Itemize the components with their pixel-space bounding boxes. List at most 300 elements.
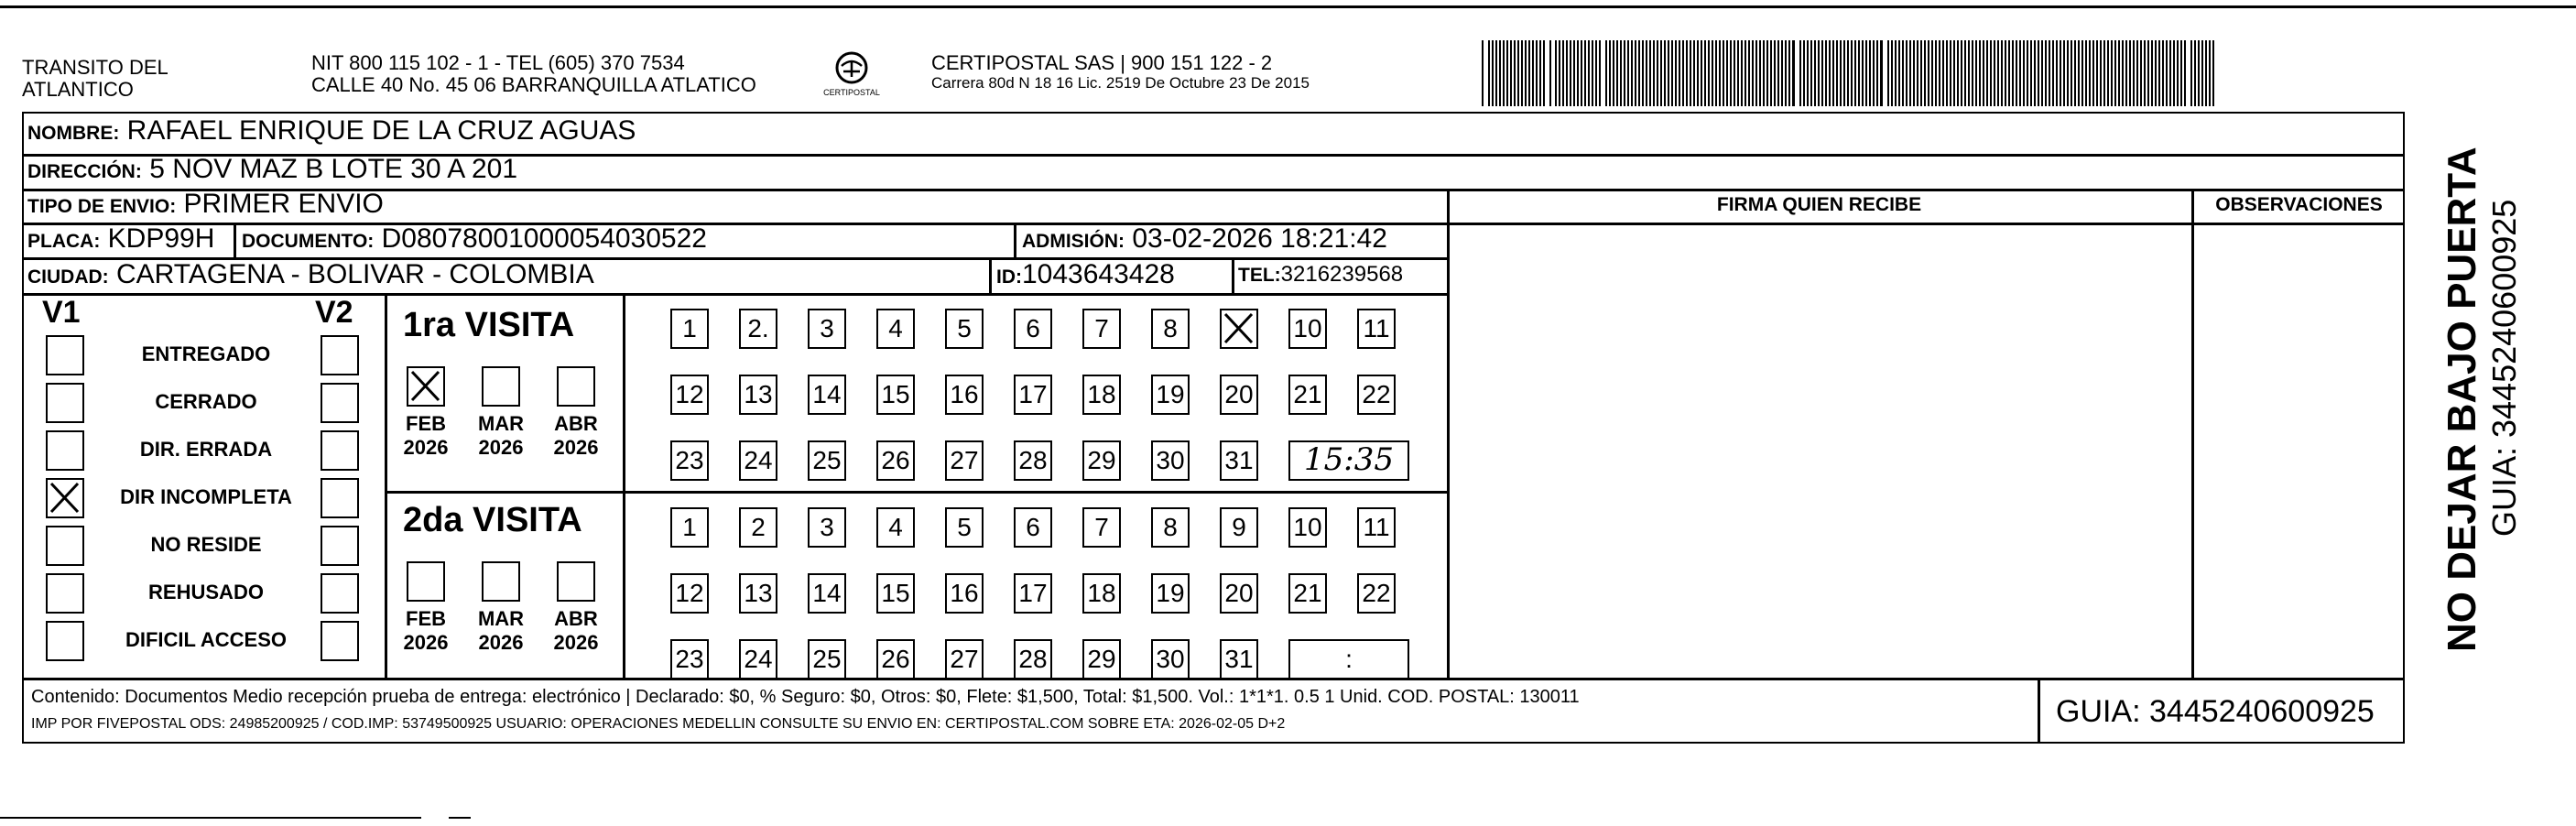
firma-label: FIRMA QUIEN RECIBE <box>1716 194 1922 215</box>
barcode-bar <box>1482 40 1484 106</box>
second-visit-title: 2da VISITA <box>403 501 582 539</box>
day-box: 8 <box>1151 507 1190 548</box>
day-box: 12 <box>670 375 709 415</box>
barcode-bar <box>1986 40 1988 106</box>
month-label: FEB 2026 <box>403 412 449 459</box>
barcode-bar <box>1723 40 1724 106</box>
barcode-bar <box>1939 40 1940 106</box>
barcode-bar <box>1983 40 1984 106</box>
barcode-bar <box>1928 40 1929 106</box>
barcode-bar <box>2085 40 2087 106</box>
barcode-bar <box>1913 40 1915 106</box>
barcode-bar <box>1730 40 1732 106</box>
cut-line <box>0 817 421 819</box>
day-box: 17 <box>1014 573 1052 614</box>
day-box: 31 <box>1220 639 1258 679</box>
barcode-bar <box>1763 40 1765 106</box>
barcode-bar <box>1521 40 1523 106</box>
barcode-bar <box>1840 40 1842 106</box>
barcode-bar <box>1488 40 1490 106</box>
barcode-bar <box>1543 40 1545 106</box>
barcode-bar <box>2169 40 2171 106</box>
rule <box>385 491 1448 494</box>
day-box: 16 <box>945 573 984 614</box>
v2-checkbox <box>321 621 359 661</box>
direccion-row: DIRECCIÓN: 5 NOV MAZ B LOTE 30 A 201 <box>27 154 518 184</box>
barcode-bar <box>2198 40 2200 106</box>
time-box: 15:35 <box>1288 440 1409 481</box>
barcode-bar <box>1737 40 1739 106</box>
barcode-bar <box>2147 40 2149 106</box>
side-guia: GUIA: 3445240600925 <box>2485 199 2523 537</box>
barcode-bar <box>1682 40 1684 106</box>
barcode-bar <box>1807 40 1809 106</box>
day-box: 11 <box>1357 507 1396 548</box>
certipostal-logo <box>820 49 884 101</box>
ciudad-field: CIUDAD: CARTAGENA - BOLIVAR - COLOMBIA <box>27 259 594 289</box>
rule <box>623 293 625 678</box>
barcode-bar <box>1979 40 1981 106</box>
day-box: 25 <box>808 440 846 481</box>
day-box: 10 <box>1288 309 1327 349</box>
barcode-bar <box>1503 40 1505 106</box>
barcode-bar <box>2052 40 2054 106</box>
barcode-bar <box>1686 40 1688 106</box>
v1-checkbox <box>46 383 84 423</box>
barcode-bar <box>2180 40 2182 106</box>
rule <box>2191 189 2194 678</box>
barcode-bar <box>2063 40 2065 106</box>
day-box: 5 <box>945 507 984 548</box>
barcode-bar <box>1862 40 1864 106</box>
barcode-bar <box>1539 40 1541 106</box>
barcode-bar <box>2212 40 2214 106</box>
day-box: 18 <box>1082 375 1121 415</box>
barcode-bar <box>1570 40 1571 106</box>
barcode-bar <box>2074 40 2076 106</box>
barcode-bar <box>2045 40 2047 106</box>
barcode-bar <box>1726 40 1728 106</box>
rule <box>1014 223 1016 257</box>
barcode-bar <box>1818 40 1820 106</box>
barcode-bar <box>1829 40 1831 106</box>
placa-field: PLACA: KDP99H <box>27 223 215 254</box>
day-box: 24 <box>739 639 777 679</box>
barcode-bar <box>2133 40 2135 106</box>
day-box: 11 <box>1357 309 1396 349</box>
day-box: 4 <box>876 507 915 548</box>
day-box: 1 <box>670 309 709 349</box>
barcode-bar <box>1741 40 1743 106</box>
reason-label: REHUSADO <box>148 581 264 603</box>
barcode-bar <box>1679 40 1680 106</box>
cut-line <box>449 817 471 819</box>
barcode-bar <box>1559 40 1560 106</box>
day-box: 31 <box>1220 440 1258 481</box>
barcode-bar <box>2081 40 2083 106</box>
month-label: FEB 2026 <box>403 607 449 654</box>
barcode-bar <box>1906 40 1908 106</box>
barcode-bar <box>1638 40 1640 106</box>
barcode-bar <box>1854 40 1856 106</box>
day-box: 27 <box>945 639 984 679</box>
v1-checkbox <box>46 430 84 471</box>
barcode-bar <box>1847 40 1849 106</box>
barcode-bar <box>2001 40 2003 106</box>
barcode-bar <box>2162 40 2164 106</box>
barcode-bar <box>1961 40 1962 106</box>
barcode-bar <box>1869 40 1871 106</box>
barcode-bar <box>1499 40 1501 106</box>
day-box: 29 <box>1082 440 1121 481</box>
barcode-bar <box>1708 40 1710 106</box>
nombre-row: NOMBRE: RAFAEL ENRIQUE DE LA CRUZ AGUAS <box>27 115 636 146</box>
barcode-bar <box>1876 40 1878 106</box>
barcode-bar <box>1495 40 1497 106</box>
barcode-bar <box>1920 40 1922 106</box>
barcode-bar <box>2023 40 2025 106</box>
barcode-bar <box>1950 40 1951 106</box>
barcode-bar <box>1704 40 1706 106</box>
day-box: 20 <box>1220 375 1258 415</box>
barcode-bar <box>1675 40 1677 106</box>
day-box: 15 <box>876 573 915 614</box>
day-box: 26 <box>876 440 915 481</box>
v1-checkbox <box>46 573 84 614</box>
barcode-bar <box>2049 40 2050 106</box>
barcode-bar <box>1964 40 1966 106</box>
barcode-bar <box>1752 40 1754 106</box>
barcode-bar <box>2166 40 2168 106</box>
barcode-bar <box>1613 40 1614 106</box>
barcode-bar <box>1814 40 1816 106</box>
barcode-bar <box>2089 40 2091 106</box>
barcode-bar <box>2190 40 2192 106</box>
barcode-bar <box>1624 40 1625 106</box>
month-label: MAR 2026 <box>477 607 525 654</box>
barcode-bar <box>2201 40 2203 106</box>
day-box: 5 <box>945 309 984 349</box>
barcode-bar <box>1620 40 1622 106</box>
day-box: 23 <box>670 639 709 679</box>
day-box: 30 <box>1151 639 1190 679</box>
reason-label: NO RESIDE <box>150 533 262 556</box>
barcode-bar <box>2103 40 2105 106</box>
top-rule <box>0 5 2576 8</box>
day-box: 25 <box>808 639 846 679</box>
v1-checkbox <box>46 526 84 566</box>
barcode-bar <box>1653 40 1655 106</box>
day-box: 22 <box>1357 573 1396 614</box>
barcode-bar <box>1528 40 1530 106</box>
barcode-bar <box>1935 40 1937 106</box>
day-box: 16 <box>945 375 984 415</box>
day-box: 3 <box>808 507 846 548</box>
barcode-bar <box>1994 40 1995 106</box>
barcode-bar <box>1664 40 1666 106</box>
barcode-bar <box>1631 40 1633 106</box>
barcode-bar <box>2129 40 2131 106</box>
reason-label: CERRADO <box>155 390 257 413</box>
day-box: 28 <box>1014 440 1052 481</box>
barcode-bar <box>1595 40 1597 106</box>
svg-text:CERTIPOSTAL: CERTIPOSTAL <box>823 88 880 97</box>
barcode-bar <box>1946 40 1948 106</box>
day-box: 30 <box>1151 440 1190 481</box>
day-box: 12 <box>670 573 709 614</box>
rule <box>1447 189 1450 678</box>
barcode-bar <box>1858 40 1860 106</box>
barcode-bar <box>1514 40 1516 106</box>
barcode-bar <box>1972 40 1973 106</box>
barcode-bar <box>2118 40 2120 106</box>
reason-label: ENTREGADO <box>141 342 271 365</box>
barcode-bar <box>1810 40 1812 106</box>
barcode-bar <box>2140 40 2142 106</box>
barcode-bar <box>1785 40 1787 106</box>
rule <box>234 223 236 257</box>
barcode-bar <box>1942 40 1944 106</box>
day-box: 2 <box>739 507 777 548</box>
barcode-bar <box>1532 40 1534 106</box>
tipo-envio-row: TIPO DE ENVIO: PRIMER ENVIO <box>27 189 384 219</box>
month-checkbox <box>482 561 520 602</box>
day-box: 19 <box>1151 573 1190 614</box>
barcode-bar <box>1745 40 1746 106</box>
month-label: ABR 2026 <box>553 607 599 654</box>
barcode-bar <box>1609 40 1611 106</box>
barcode-bar <box>1635 40 1636 106</box>
barcode-bar <box>1549 40 1551 106</box>
barcode-bar <box>1584 40 1586 106</box>
day-box: 7 <box>1082 309 1121 349</box>
barcode-bar <box>1657 40 1658 106</box>
reason-label: DIR INCOMPLETA <box>120 485 292 508</box>
barcode-bar <box>2184 40 2186 106</box>
barcode-bar <box>2060 40 2061 106</box>
barcode-bar <box>1668 40 1669 106</box>
barcode-bar <box>1836 40 1838 106</box>
barcode-bar <box>1581 40 1582 106</box>
barcode-bar <box>1642 40 1644 106</box>
barcode-bar <box>1492 40 1494 106</box>
barcode-bar <box>1605 40 1607 106</box>
day-box: 1 <box>670 507 709 548</box>
day-box: 8 <box>1151 309 1190 349</box>
barcode-bar <box>1781 40 1783 106</box>
month-checkbox <box>407 561 445 602</box>
barcode-bar <box>2107 40 2109 106</box>
barcode-bar <box>1649 40 1651 106</box>
barcode-bar <box>2151 40 2153 106</box>
barcode-bar <box>1712 40 1713 106</box>
barcode-bar <box>1525 40 1527 106</box>
day-box: 13 <box>739 375 777 415</box>
barcode-bar <box>1898 40 1900 106</box>
barcode-bar <box>1873 40 1875 106</box>
time-box: : <box>1288 639 1409 679</box>
barcode-bar <box>1770 40 1772 106</box>
barcode-bar <box>1616 40 1618 106</box>
barcode-bar <box>2100 40 2102 106</box>
barcode-bar <box>2016 40 2017 106</box>
barcode-bar <box>1766 40 1768 106</box>
day-box: 4 <box>876 309 915 349</box>
barcode-bar <box>2071 40 2072 106</box>
day-box: 26 <box>876 639 915 679</box>
day-box: 22 <box>1357 375 1396 415</box>
reason-label: DIFICIL ACCESO <box>125 628 287 651</box>
day-box: 3 <box>808 309 846 349</box>
day-box: 23 <box>670 440 709 481</box>
barcode-bar <box>2005 40 2006 106</box>
v2-checkbox <box>321 478 359 518</box>
v1-label: V1 <box>42 295 81 330</box>
first-visit-title: 1ra VISITA <box>403 306 575 344</box>
month-label: ABR 2026 <box>553 412 599 459</box>
barcode-bar <box>1843 40 1845 106</box>
barcode-bar <box>2205 40 2207 106</box>
barcode-bar <box>1895 40 1897 106</box>
barcode-bar <box>1968 40 1970 106</box>
tel-field: TEL:3216239568 <box>1238 262 1404 287</box>
barcode-bar <box>2209 40 2211 106</box>
barcode-bar <box>1734 40 1735 106</box>
barcode-bar <box>1803 40 1805 106</box>
barcode-bar <box>1690 40 1691 106</box>
barcode-bar <box>1774 40 1776 106</box>
barcode-bar <box>1821 40 1823 106</box>
barcode-bar <box>2078 40 2080 106</box>
day-box: 20 <box>1220 573 1258 614</box>
barcode-bar <box>1990 40 1992 106</box>
barcode-bar <box>2173 40 2175 106</box>
company-info: CERTIPOSTAL SAS | 900 151 122 - 2 Carrera 80d N 18 16 Lic. 2519 De Octubre 23 De 2015 <box>931 51 1310 92</box>
v2-checkbox <box>321 573 359 614</box>
barcode-bar <box>1792 40 1795 106</box>
barcode-bar <box>1975 40 1977 106</box>
barcode-bar <box>2111 40 2113 106</box>
barcode-bar <box>1748 40 1750 106</box>
barcode-bar <box>2122 40 2124 106</box>
month-checkbox <box>482 366 520 407</box>
barcode-bar <box>1573 40 1575 106</box>
barcode-bar <box>1536 40 1538 106</box>
barcode-bar <box>1851 40 1853 106</box>
barcode-bar <box>1671 40 1673 106</box>
barcode-bar <box>2155 40 2157 106</box>
barcode-bar <box>2136 40 2138 106</box>
barcode-bar <box>1599 40 1601 106</box>
day-box: 14 <box>808 573 846 614</box>
barcode-bar <box>1759 40 1761 106</box>
barcode-bar <box>2034 40 2036 106</box>
rule <box>989 257 992 293</box>
barcode-bar <box>1909 40 1911 106</box>
barcode-bar <box>1788 40 1790 106</box>
barcode-bar <box>1777 40 1779 106</box>
sender-name: TRANSITO DEL ATLANTICO <box>22 56 168 101</box>
barcode-bar <box>1997 40 1999 106</box>
guia-footer: GUIA: 3445240600925 <box>2056 694 2375 729</box>
barcode-bar <box>2041 40 2043 106</box>
day-box: 27 <box>945 440 984 481</box>
day-box: 10 <box>1288 507 1327 548</box>
barcode-bar <box>2030 40 2032 106</box>
v2-checkbox <box>321 526 359 566</box>
v2-checkbox <box>321 430 359 471</box>
barcode-bar <box>1880 40 1883 106</box>
barcode-bar <box>2008 40 2010 106</box>
barcode-bar <box>1924 40 1926 106</box>
no-dejar-bajo-puerta: NO DEJAR BAJO PUERTA <box>2440 147 2484 652</box>
day-box: 7 <box>1082 507 1121 548</box>
day-box: 13 <box>739 573 777 614</box>
barcode-bar <box>2194 40 2196 106</box>
day-box: 21 <box>1288 375 1327 415</box>
barcode-bar <box>1953 40 1955 106</box>
barcode-bar <box>1887 40 1889 106</box>
v2-label: V2 <box>315 295 353 330</box>
barcode-bar <box>2158 40 2160 106</box>
barcode-bar <box>1825 40 1827 106</box>
day-box: 18 <box>1082 573 1121 614</box>
barcode-bar <box>1957 40 1959 106</box>
barcode-bar <box>1510 40 1512 106</box>
barcode-bar <box>2067 40 2069 106</box>
barcode-bar <box>2096 40 2098 106</box>
admision-field: ADMISIÓN: 03-02-2026 18:21:42 <box>1022 223 1387 254</box>
barcode-bar <box>1627 40 1629 106</box>
barcode-bar <box>2019 40 2021 106</box>
day-box: 29 <box>1082 639 1121 679</box>
rule <box>2038 678 2040 744</box>
month-checkbox <box>407 366 445 407</box>
barcode-bar <box>1917 40 1918 106</box>
day-box: 2. <box>739 309 777 349</box>
v2-checkbox <box>321 383 359 423</box>
observaciones-label: OBSERVACIONES <box>2215 194 2383 215</box>
v1-checkbox <box>46 621 84 661</box>
barcode-bar <box>2125 40 2127 106</box>
day-box: 6 <box>1014 507 1052 548</box>
barcode-bar <box>1562 40 1564 106</box>
id-field: ID:1043643428 <box>996 259 1175 289</box>
contenido-line: Contenido: Documentos Medio recepción prueba de entrega: electrónico | Declarado: $0, % Seguro: $0, Otros: $0, Flete: $1,500, Total: $1,500. Vol.: 1*1*1. 0.5 1 Unid. COD. POSTAL: 130011 <box>31 687 1580 707</box>
rule <box>22 678 2405 680</box>
day-box: 14 <box>808 375 846 415</box>
day-box: 21 <box>1288 573 1327 614</box>
barcode <box>1482 40 2214 106</box>
barcode-bar <box>2114 40 2116 106</box>
barcode-bar <box>1832 40 1834 106</box>
documento-field: DOCUMENTO: D08078001000054030522 <box>242 223 707 254</box>
month-checkbox <box>557 366 595 407</box>
barcode-bar <box>1865 40 1867 106</box>
barcode-bar <box>1588 40 1590 106</box>
barcode-bar <box>1719 40 1721 106</box>
barcode-bar <box>1755 40 1757 106</box>
barcode-bar <box>1555 40 1557 106</box>
v2-checkbox <box>321 335 359 375</box>
barcode-bar <box>1506 40 1508 106</box>
barcode-bar <box>2038 40 2039 106</box>
barcode-bar <box>1592 40 1593 106</box>
day-box: 28 <box>1014 639 1052 679</box>
day-box: 9 <box>1220 507 1258 548</box>
barcode-bar <box>2056 40 2058 106</box>
impresion-line: IMP POR FIVEPOSTAL ODS: 24985200925 / COD.IMP: 53749500925 USUARIO: OPERACIONES MEDELLIN CONSULTE SU ENVIO EN: CERTIPOSTAL.COM SOBRE ETA: 2026-02-05 D+2 <box>31 716 1286 732</box>
